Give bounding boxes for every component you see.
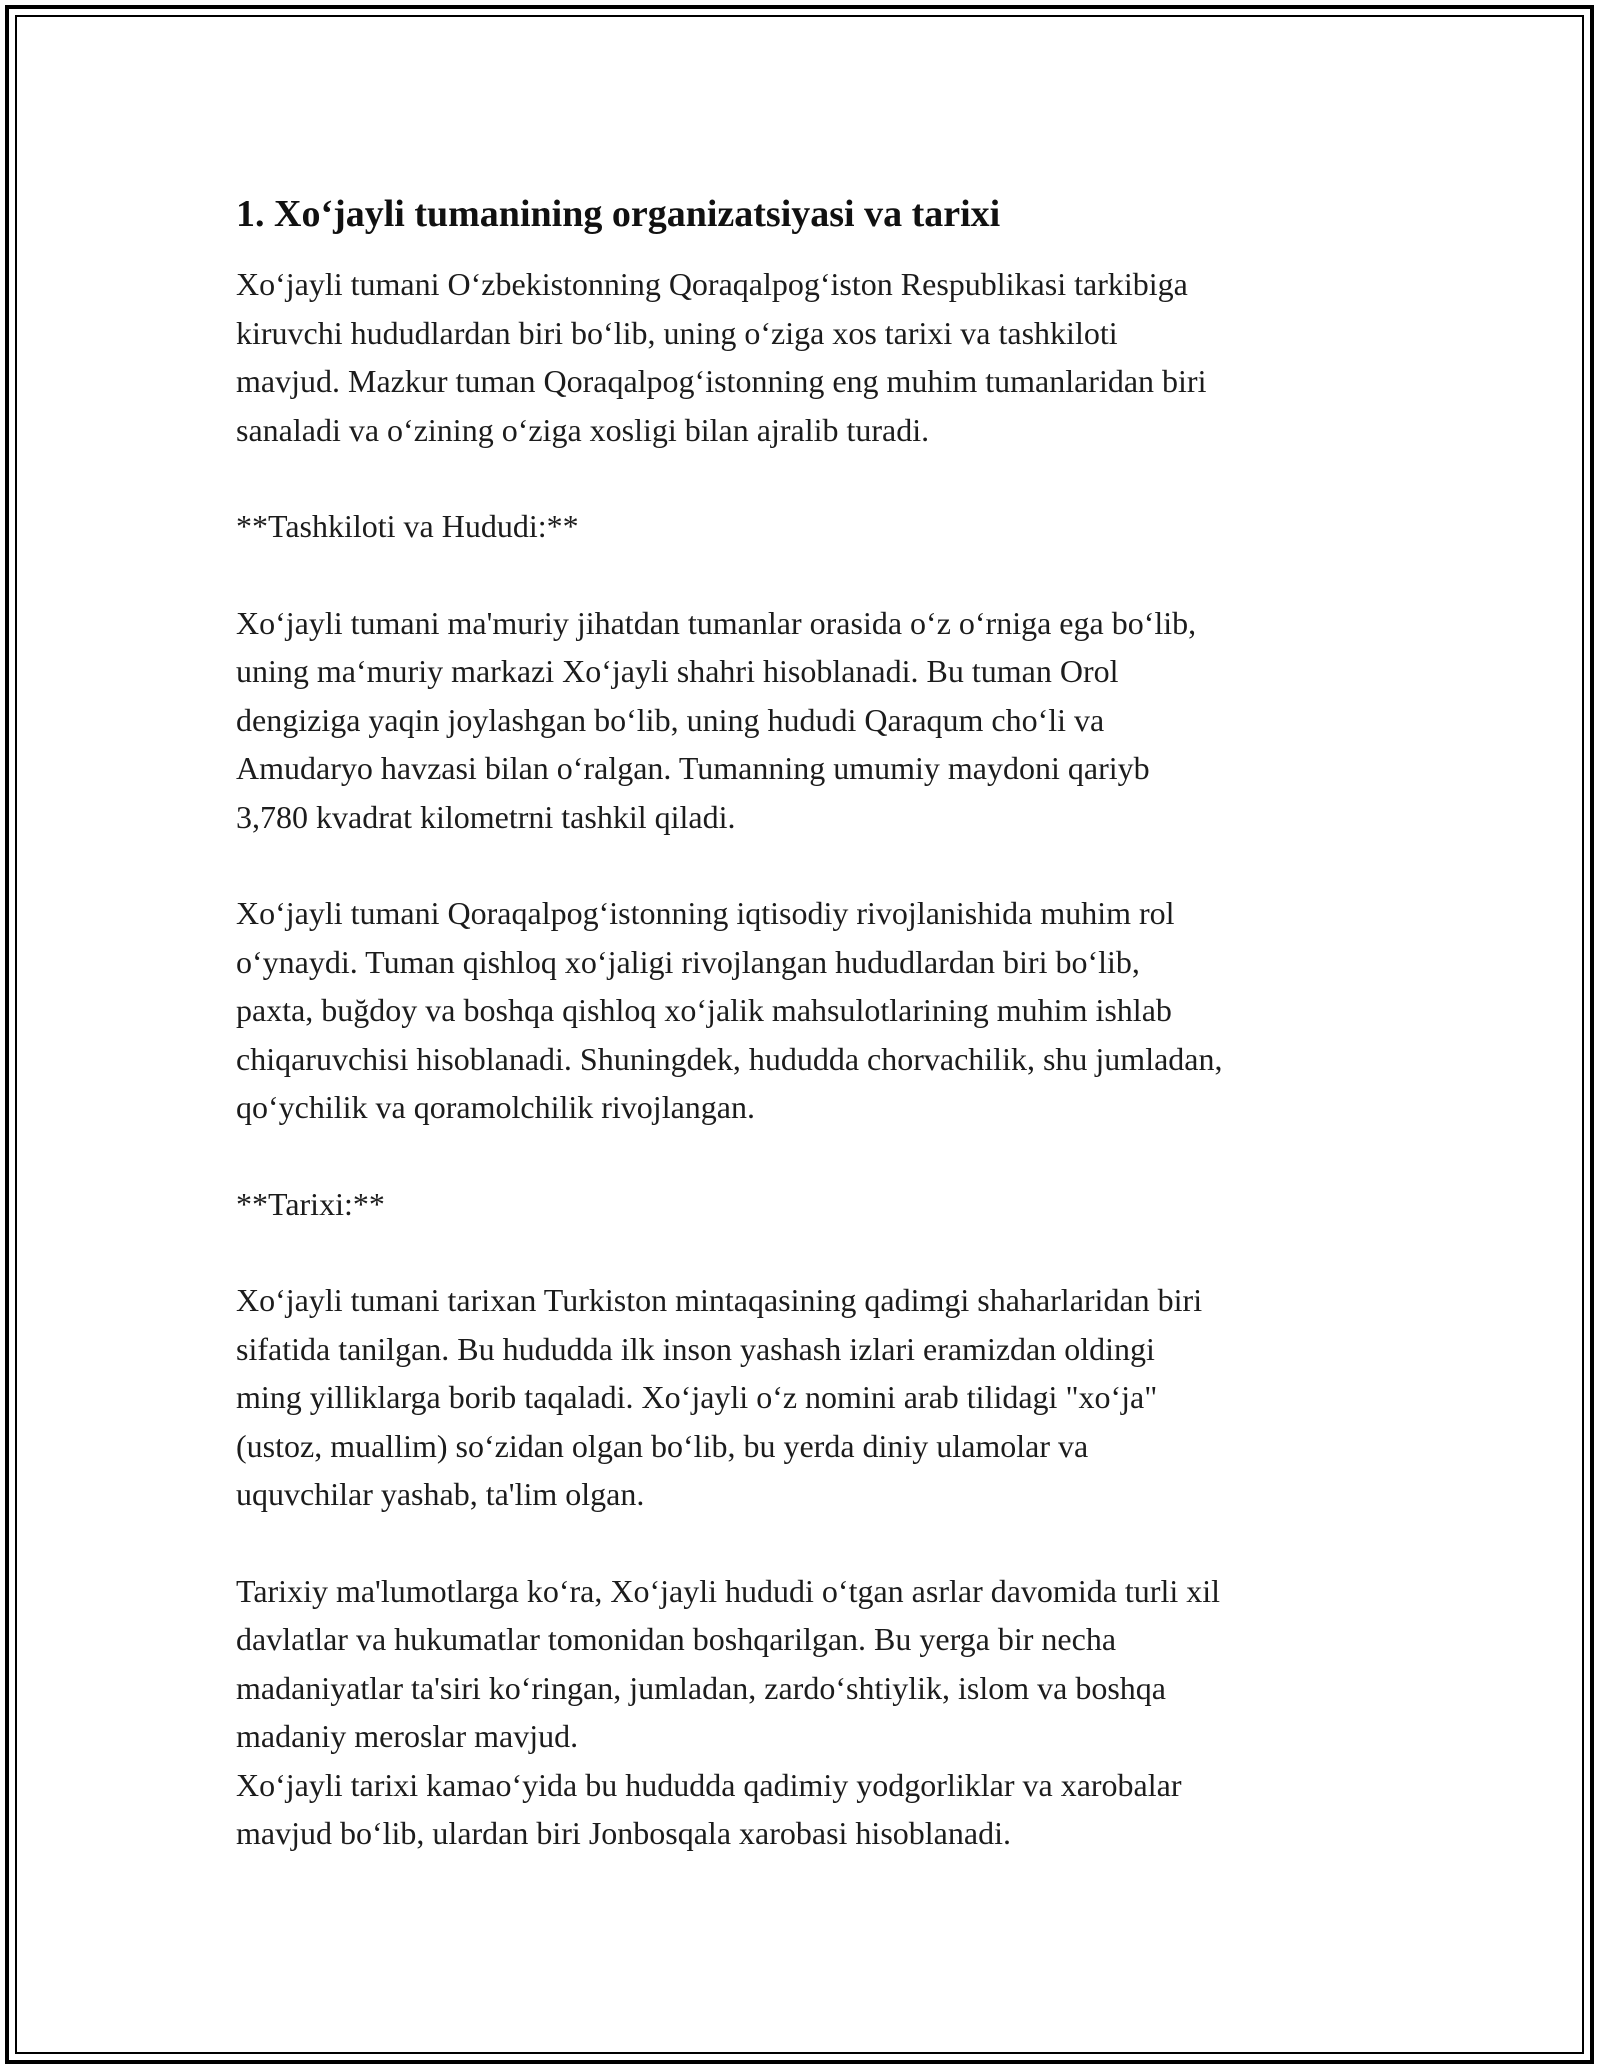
spacer: [236, 1519, 1376, 1567]
spacer: [236, 1228, 1376, 1276]
paragraph-territory: Xo‘jayli tumani ma'muriy jihatdan tumanlar orasida o‘z o‘rniga ega bo‘lib, uning ma‘muriy markazi Xo‘jayli shahri hisoblanadi. Bu tuman Orol dengiziga yaqin joylashgan bo‘lib, uning hududi Qaraqum cho‘li va Amudaryo havzasi bilan o‘ralgan. Tumanning umumiy maydoni qariyb 3,780 kvadrat kilometrni tashkil qiladi.: [236, 604, 1197, 835]
spacer: [236, 454, 1376, 502]
document-heading: 1. Xo‘jayli tumanining organizatsiyasi va tarixi: [236, 193, 1001, 235]
section-title-organization: **Tashkiloti va Hududi:**: [236, 508, 579, 544]
spacer: [236, 551, 1376, 599]
spacer: [236, 841, 1376, 889]
spacer: [236, 240, 1376, 260]
paragraph-history-origins: Xo‘jayli tumani tarixan Turkiston mintaqasining qadimgi shaharlaridan biri sifatida tanilgan. Bu hududda ilk inson yashash izlari eramizdan oldingi ming yilliklarga borib taqaladi. Xo‘jayli o‘z nomini arab tilidagi "xo‘ja" (ustoz, muallim) so‘zidan olgan bo‘lib, bu yerda diniy ulamolar va uquvchilar yashab, ta'lim olgan.: [236, 1282, 1203, 1512]
section-title-history: **Tarixi:**: [236, 1185, 385, 1222]
document-body: [236, 188, 1376, 1858]
paragraph-intro: Xo‘jayli tumani O‘zbekistonning Qoraqalpog‘iston Respublikasi tarkibiga kiruvchi hududlardan biri bo‘lib, uning o‘ziga xos tarixi va tashkiloti mavjud. Mazkur tuman Qoraqalpog‘istonning eng muhim tumanlaridan biri sanaladi va o‘zining o‘ziga xosligi bilan ajralib turadi.: [236, 266, 1207, 448]
paragraph-economy: Xo‘jayli tumani Qoraqalpog‘istonning iqtisodiy rivojlanishida muhim rol o‘ynaydi. Tuman qishloq xo‘jaligi rivojlangan hududlardan biri bo‘lib, paxta, buğdoy va boshqa qishloq xo‘jalik mahsulotlarining muhim ishlab chiqaruvchisi hisoblanadi. Shuningdek, hududda chorvachilik, shu jumladan, qo‘ychilik va qoramolchilik rivojlangan.: [236, 895, 1223, 1125]
paragraph-history-cultures: Tarixiy ma'lumotlarga ko‘ra, Xo‘jayli hududi o‘tgan asrlar davomida turli xil davlatlar va hukumatlar tomonidan boshqarilgan. Bu yerga bir necha madaniyatlar ta'siri ko‘ringan, jumladan, zardo‘shtiylik, islom va boshqa madaniy meroslar mavjud. Xo‘jayli tarixi kamao‘yida bu hududda qadimiy yodgorliklar va xarobalar mavjud bo‘lib, ulardan biri Jonbosqala xarobasi hisoblanadi.: [236, 1572, 1221, 1851]
spacer: [236, 1132, 1376, 1180]
